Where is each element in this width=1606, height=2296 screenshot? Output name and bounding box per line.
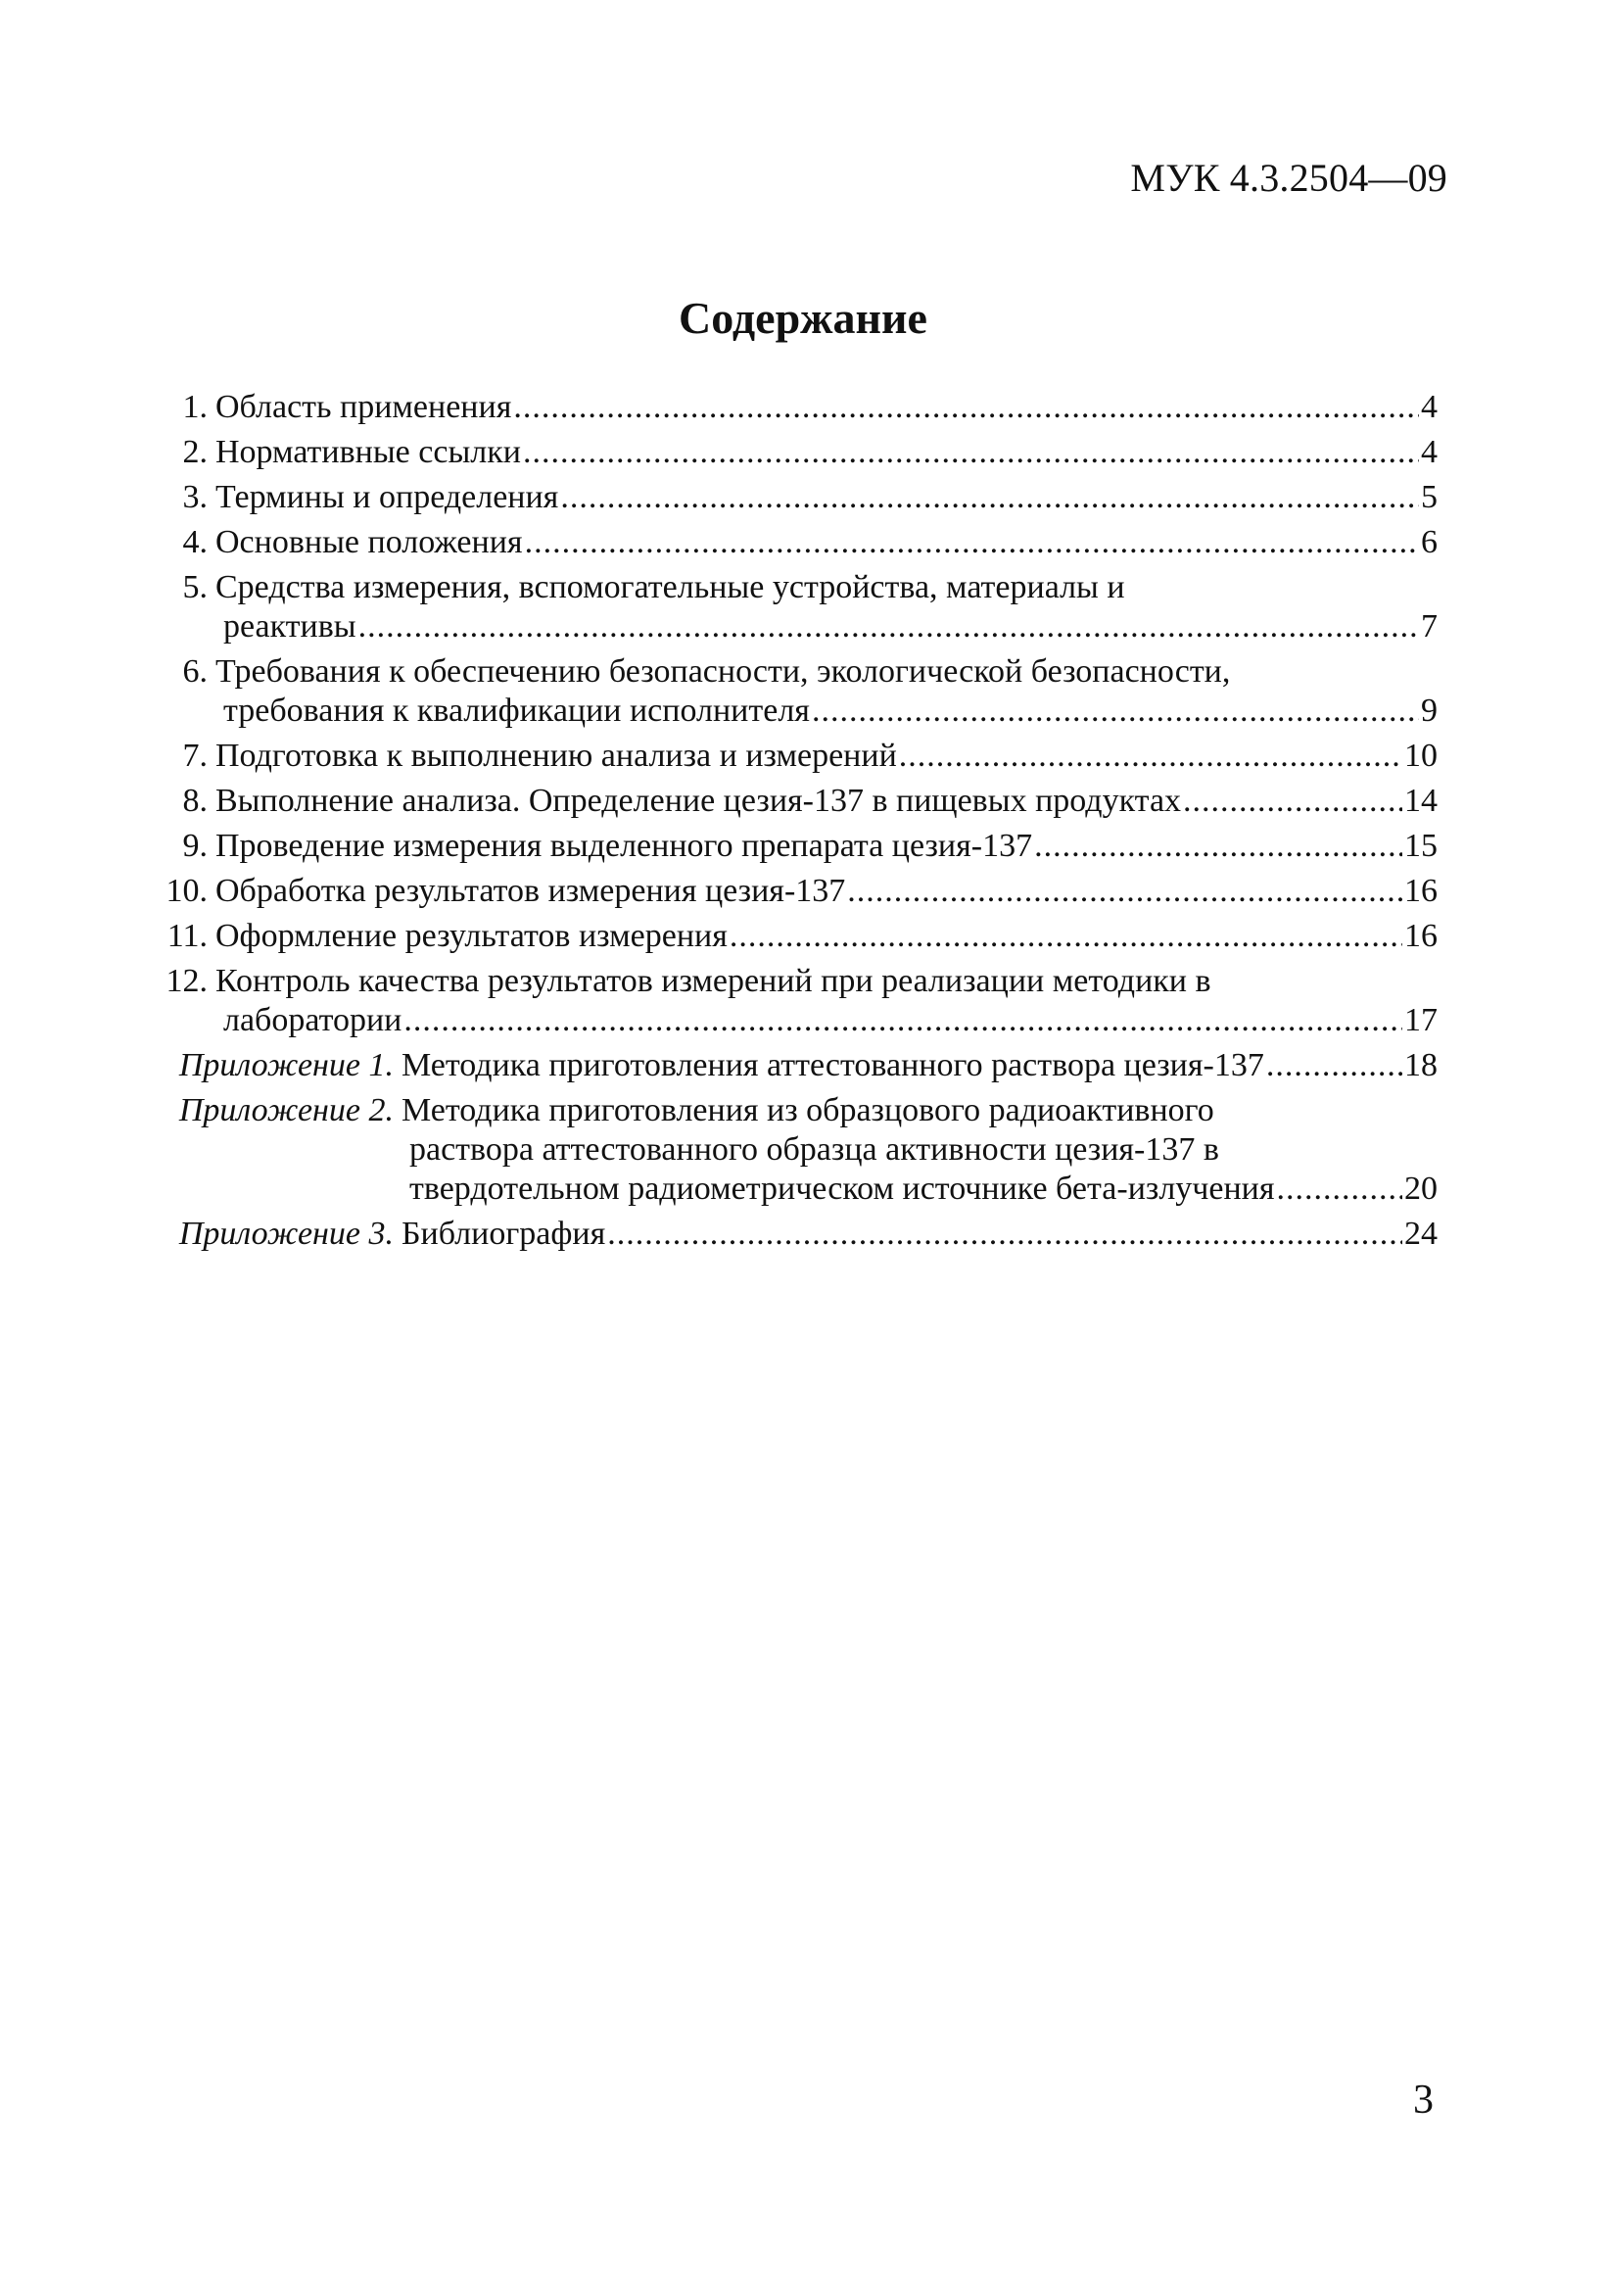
toc-entry [147,872,1438,911]
appendix-page: 24 [1404,1216,1438,1252]
dot-leader [525,523,1419,562]
toc-entry-title: Выполнение анализа. Определение цезия-137 в пищевых продуктах [215,783,1182,819]
toc-entry [147,827,1438,866]
appendix-page: 20 [1404,1171,1438,1207]
toc-entry [147,478,1438,517]
toc-entry-number: 2. [182,434,208,470]
appendix-label: Приложение 1. [178,1047,394,1083]
dot-leader [358,607,1419,646]
dot-leader [560,478,1419,517]
dot-leader [403,1001,1402,1040]
toc-entry-number: 6. [182,653,208,690]
toc-entry [147,782,1438,821]
toc-entry-page: 4 [1421,389,1438,425]
appendix-title-continuation: раствора аттестованного образца активности цезия-137 в [409,1131,1219,1168]
appendix-label: Приложение 3. [178,1216,394,1252]
document-code: МУК 4.3.2504—09 [1130,156,1447,200]
appendix-entry [147,1091,1438,1209]
toc-entry-title: Проведение измерения выделенного препарата цезия-137 [215,828,1033,864]
appendix-title-continuation: твердотельном радиометрическом источнике бета-излучения [409,1171,1275,1207]
dot-leader [1266,1046,1402,1085]
toc-entry [147,962,1438,1040]
toc-entry [147,523,1438,562]
toc-entry-page: 4 [1421,434,1438,470]
toc-entry-number: 8. [182,783,208,819]
appendix-entry [147,1215,1438,1254]
toc-entry [147,917,1438,956]
toc-entry-page: 16 [1404,873,1438,909]
dot-leader [1277,1170,1402,1209]
dot-leader [812,692,1419,731]
toc-entry-title: Область применения [215,389,512,425]
toc-entry [147,433,1438,472]
dot-leader [523,433,1419,472]
toc-entry-number: 5. [182,569,208,605]
dot-leader [513,388,1419,427]
toc-entry-title: Термины и определения [215,479,559,515]
toc-entry-number: 1. [182,389,208,425]
page-title: Содержание [679,293,927,343]
appendix-entry [147,1046,1438,1085]
toc-entry-page: 15 [1404,828,1438,864]
toc-entry-number: 3. [182,479,208,515]
appendix-page: 18 [1404,1047,1438,1083]
toc-entry-number: 11. [166,918,208,954]
toc-entry [147,388,1438,427]
dot-leader [847,872,1402,911]
appendix-title: Библиография [402,1216,606,1252]
dot-leader [1034,827,1402,866]
appendix-title: Методика приготовления аттестованного раствора цезия-137 [402,1047,1264,1083]
toc-entry-title: Контроль качества результатов измерений при реализации методики в [215,963,1211,999]
toc-entry-page: 16 [1404,918,1438,954]
toc-entry-number: 9. [182,828,208,864]
toc-entry-page: 10 [1404,738,1438,774]
toc-entry-number: 7. [182,738,208,774]
toc-entry-title: Нормативные ссылки [215,434,521,470]
table-of-contents [147,388,1438,1260]
toc-entry-number: 12. [165,963,208,999]
toc-entry-title: Основные положения [215,524,523,560]
toc-entry-title: Средства измерения, вспомогательные устройства, материалы и [215,569,1125,605]
toc-entry-title-continuation: требования к квалификации исполнителя [223,693,810,729]
toc-entry-number: 10. [165,873,208,909]
dot-leader [607,1215,1402,1254]
toc-entry-page: 14 [1404,783,1438,819]
toc-entry-title-continuation: реактивы [223,608,356,645]
toc-entry-page: 17 [1404,1002,1438,1038]
toc-entry [147,568,1438,646]
toc-entry-page: 5 [1421,479,1438,515]
toc-entry-title-continuation: лаборатории [223,1002,402,1038]
toc-entry-number: 4. [182,524,208,560]
toc-entry-page: 7 [1421,608,1438,645]
appendix-title: Методика приготовления из образцового радиоактивного [402,1092,1214,1128]
dot-leader [1183,782,1402,821]
toc-entry [147,652,1438,731]
dot-leader [899,737,1402,776]
page-number: 3 [1413,2078,1434,2123]
toc-entry-title: Оформление результатов измерения [215,918,728,954]
toc-entry-page: 9 [1421,693,1438,729]
toc-entry-title: Требования к обеспечению безопасности, экологической безопасности, [215,653,1231,690]
appendix-label: Приложение 2. [178,1092,394,1128]
dot-leader [730,917,1402,956]
toc-entry-title: Обработка результатов измерения цезия-137 [215,873,846,909]
toc-entry [147,737,1438,776]
toc-entry-title: Подготовка к выполнению анализа и измерений [215,738,897,774]
toc-entry-page: 6 [1421,524,1438,560]
